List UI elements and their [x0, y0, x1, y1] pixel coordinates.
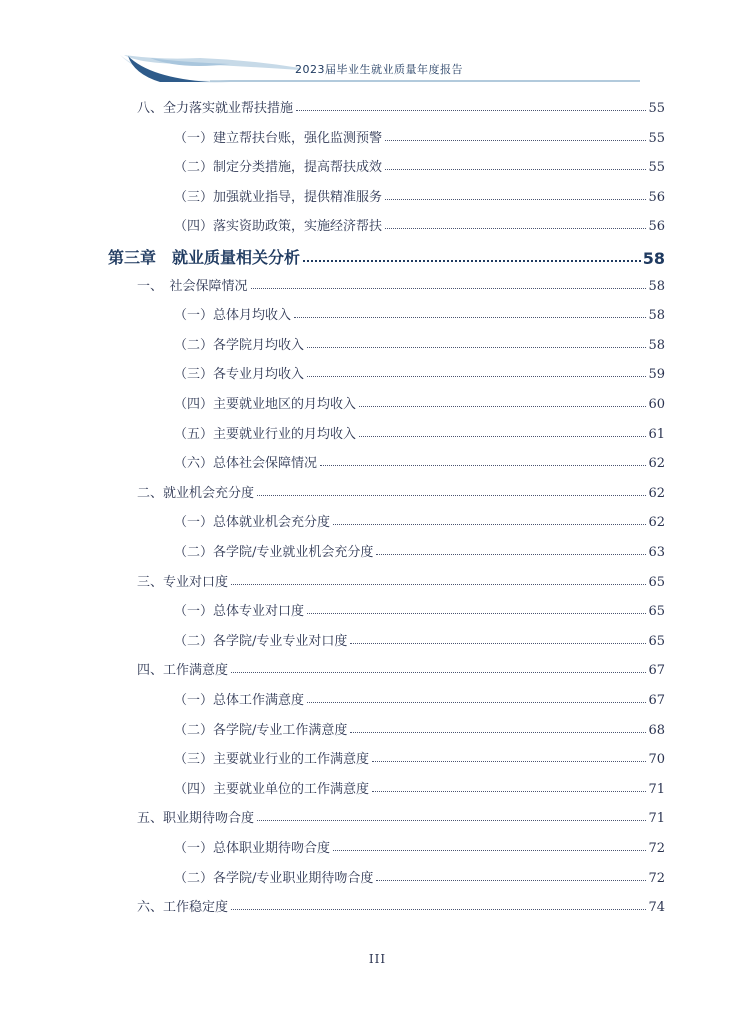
toc-page-number: 74 [648, 900, 665, 916]
toc-page-number: 67 [648, 663, 665, 679]
toc-page-number: 67 [648, 693, 665, 708]
toc-entry-label: 五、职业期待吻合度 [137, 811, 255, 827]
toc-leader-dots [385, 199, 646, 200]
toc-entry[interactable] [174, 595, 665, 619]
toc-leader-dots [376, 880, 646, 881]
toc-page-number: 62 [648, 456, 665, 472]
toc-leader-dots [385, 140, 646, 141]
toc-entry[interactable] [174, 684, 665, 708]
toc-entry-label: （二）各学院/专业就业机会充分度 [174, 545, 374, 560]
toc-entry-label: 四、工作满意度 [137, 663, 229, 679]
toc-page-number: 58 [648, 308, 665, 324]
toc-entry[interactable] [174, 181, 665, 205]
toc-leader-dots [320, 465, 646, 466]
toc-page-number: 55 [648, 160, 665, 176]
toc-entry[interactable] [174, 714, 665, 738]
toc-entry-label: （一）建立帮扶台账，强化监测预警 [174, 130, 383, 146]
toc-entry[interactable] [174, 418, 665, 442]
toc-leader-dots [303, 260, 641, 262]
toc-entry-label: 八、全力落实就业帮扶措施 [137, 101, 294, 116]
toc-entry[interactable] [174, 151, 665, 175]
toc-entry[interactable] [137, 891, 665, 915]
toc-page-number: 58 [648, 278, 665, 294]
toc-leader-dots [333, 850, 646, 851]
toc-entry[interactable] [174, 122, 665, 146]
toc-entry[interactable] [174, 743, 665, 767]
toc-entry[interactable] [174, 388, 665, 412]
toc-entry-label: （二）制定分类措施，提高帮扶成效 [174, 160, 383, 176]
toc-page-number: 56 [648, 189, 665, 205]
toc-entry[interactable] [174, 832, 665, 856]
toc-leader-dots [257, 820, 646, 821]
toc-page-number: 55 [648, 130, 665, 146]
toc-leader-dots [257, 495, 646, 496]
toc-entry[interactable] [174, 299, 665, 323]
toc-leader-dots [251, 288, 647, 289]
toc-entry-label: 第三章 就业质量相关分析 [108, 248, 301, 267]
toc-leader-dots [376, 554, 646, 555]
toc-entry-label: （一）总体月均收入 [174, 308, 292, 324]
toc-leader-dots [350, 732, 646, 733]
toc-leader-dots [385, 169, 646, 170]
toc-entry-label: （三）加强就业指导，提供精准服务 [174, 189, 383, 205]
toc-entry[interactable] [137, 654, 665, 678]
toc-entry-label: （三）主要就业行业的工作满意度 [174, 752, 370, 768]
toc-leader-dots [231, 672, 646, 673]
toc-entry-label: （五）主要就业行业的月均收入 [174, 426, 357, 442]
toc-entry-label: （四）主要就业单位的工作满意度 [174, 781, 370, 797]
toc-page-number: 55 [648, 101, 665, 116]
toc-page-number: 65 [648, 633, 665, 649]
toc-entry[interactable] [174, 506, 665, 530]
toc-leader-dots [307, 613, 646, 614]
toc-entry[interactable] [137, 92, 665, 116]
toc-leader-dots [372, 761, 646, 762]
toc-leader-dots [385, 228, 646, 229]
toc-page-number: 56 [648, 219, 665, 235]
toc-entry[interactable] [137, 802, 665, 826]
toc-entry-label: （二）各学院/专业工作满意度 [174, 722, 348, 738]
toc-leader-dots [359, 406, 646, 407]
toc-page-number: 72 [648, 870, 665, 886]
toc-page-number: 62 [648, 515, 665, 531]
toc-entry[interactable] [174, 773, 665, 797]
toc-entry[interactable] [174, 358, 665, 382]
toc-entry[interactable] [137, 270, 665, 294]
toc-page-number: 63 [648, 545, 665, 560]
toc-leader-dots [296, 110, 646, 111]
toc-leader-dots [231, 909, 646, 910]
toc-entry-label: 六、工作稳定度 [137, 900, 229, 916]
header-title: 2023届毕业生就业质量年度报告 [295, 63, 463, 76]
toc-entry-label: 三、专业对口度 [137, 574, 229, 590]
toc-leader-dots [307, 347, 646, 348]
toc-page-number: 71 [648, 811, 665, 827]
toc-entry[interactable] [174, 447, 665, 471]
toc-entry-label: （三）各专业月均收入 [174, 367, 305, 383]
toc-page-number: 60 [648, 397, 665, 412]
toc-entry-label: （一）总体就业机会充分度 [174, 515, 331, 531]
toc-leader-dots [359, 436, 646, 437]
toc-leader-dots [333, 524, 646, 525]
toc-page-number: 72 [648, 841, 665, 856]
toc-leader-dots [307, 702, 646, 703]
toc-entry-label: （六）总体社会保障情况 [174, 456, 318, 472]
toc-entry-label: （一）总体职业期待吻合度 [174, 841, 331, 856]
toc-leader-dots [372, 791, 646, 792]
toc-entry[interactable] [174, 329, 665, 353]
toc-entry-label: （四）落实资助政策，实施经济帮扶 [174, 219, 383, 235]
toc-entry-label: （二）各学院/专业职业期待吻合度 [174, 870, 374, 886]
toc-leader-dots [307, 376, 646, 377]
page-header [0, 0, 755, 90]
toc-entry[interactable] [174, 625, 665, 649]
toc-entry-label: 二、就业机会充分度 [137, 485, 255, 501]
toc-leader-dots [231, 584, 646, 585]
toc-entry-label: （四）主要就业地区的月均收入 [174, 397, 357, 412]
toc-entry-label: （一）总体专业对口度 [174, 604, 305, 620]
toc-chapter-entry[interactable] [108, 240, 665, 268]
toc-entry-label: （一）总体工作满意度 [174, 693, 305, 708]
toc-page-number: 58 [642, 249, 665, 268]
toc-entry[interactable] [137, 477, 665, 501]
toc-page-number: 59 [648, 367, 665, 383]
toc-leader-dots [350, 643, 646, 644]
toc-entry[interactable] [137, 566, 665, 590]
toc-entry[interactable] [174, 210, 665, 234]
toc-entry-label: （二）各学院月均收入 [174, 337, 305, 353]
toc-page-number: 65 [648, 604, 665, 620]
toc-entry-label: 一、 社会保障情况 [137, 278, 248, 294]
toc-page-number: 65 [648, 574, 665, 590]
toc-leader-dots [294, 317, 646, 318]
toc-entry[interactable] [174, 862, 665, 886]
toc-entry-label: （二）各学院/专业专业对口度 [174, 633, 348, 649]
toc-page-number: 70 [648, 752, 665, 768]
toc-page-number: 58 [648, 337, 665, 353]
toc-page-number: 71 [648, 781, 665, 797]
page-number: III [368, 952, 387, 966]
toc-page-number: 62 [648, 485, 665, 501]
toc-page-number: 68 [648, 722, 665, 738]
toc-page-number: 61 [648, 426, 665, 442]
toc-entry[interactable] [174, 536, 665, 560]
